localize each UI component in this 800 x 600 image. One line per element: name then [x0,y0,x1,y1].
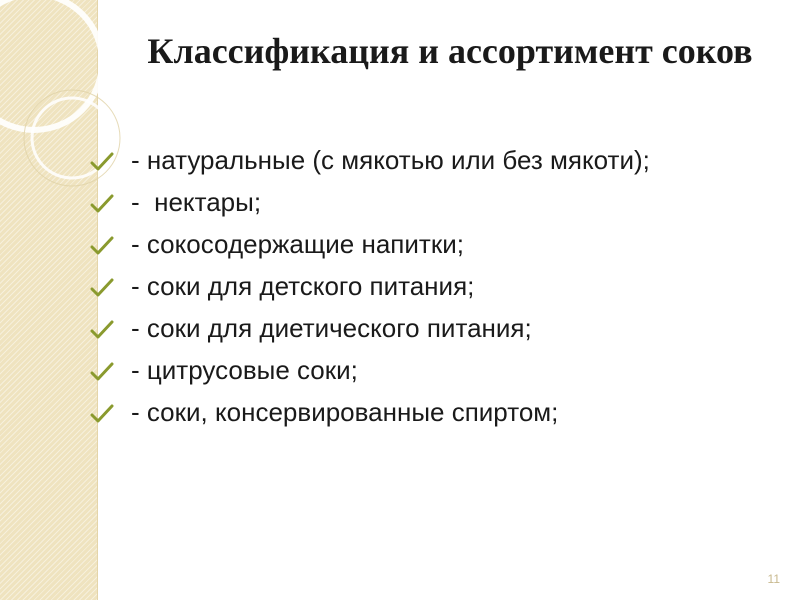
bullet-list [90,143,650,437]
check-icon [90,236,114,256]
page-number: 11 [767,572,780,586]
check-icon [90,320,114,340]
list-item [90,353,650,387]
check-icon [90,152,114,172]
list-item [90,143,650,177]
list-item [90,311,650,345]
bullet-text: - соки, консервированные спиртом; [131,397,559,427]
list-item [90,227,650,261]
slide-title: Классификация и ассортимент соков [147,31,753,71]
bullet-text: - натуральные (с мякотью или без мякоти); [131,145,650,175]
check-icon [90,278,114,298]
bullet-text: - нектары; [131,187,262,217]
list-item [90,395,650,429]
bullet-text: - сокосодержащие напитки; [131,229,464,259]
check-icon [90,404,114,424]
check-icon [90,194,114,214]
bullet-text: - соки для диетического питания; [131,313,532,343]
check-icon [90,362,114,382]
bullet-text: - цитрусовые соки; [131,355,358,385]
list-item [90,269,650,303]
bullet-text: - соки для детского питания; [131,271,475,301]
list-item [90,185,650,219]
